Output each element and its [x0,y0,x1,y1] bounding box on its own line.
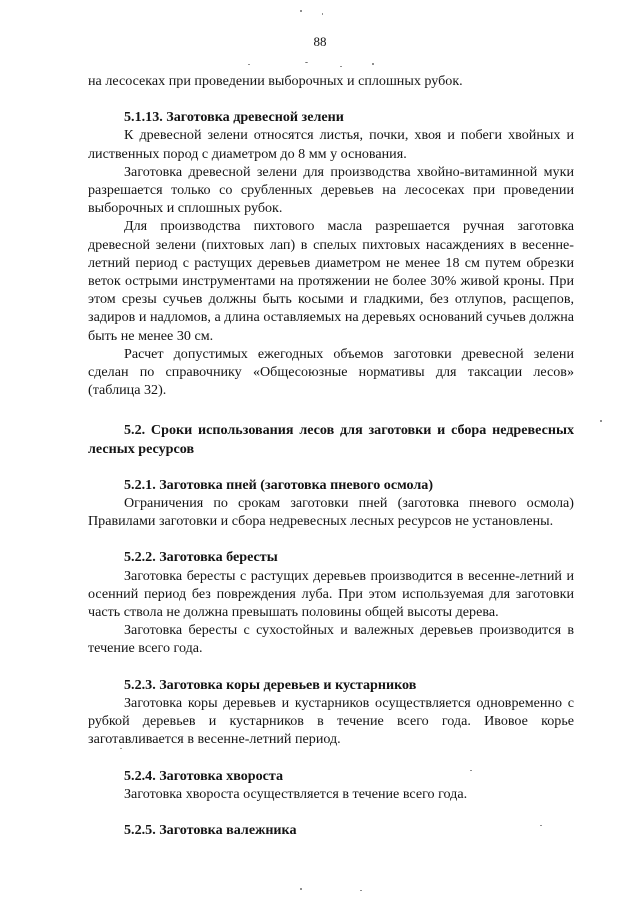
page-number: 88 [313,34,327,49]
spacer [88,658,574,676]
paragraph: К древесной зелени относятся листья, почки, хвоя и побеги хвойных и лиственных пород с диаметром до 8 мм у основания. [88,127,574,162]
paragraph: Заготовка бересты с сухостойных и валежных деревьев производится в течение всего года. [88,622,574,657]
paragraph: Расчет допустимых ежегодных объемов заготовки древесной зелени сделан по справочнику «Общесоюзные нормативы для таксации лесов» (таблица 32). [88,345,574,399]
spacer [88,90,574,108]
lead-paragraph: на лесосеках при проведении выборочных и сплошных рубок. [88,73,463,89]
document-body [88,72,574,839]
scan-speck [372,63,374,65]
section-heading-5-1-13: 5.1.13. Заготовка древесной зелени [124,109,344,126]
spacer [88,399,574,421]
spacer [88,803,574,821]
scan-speck [305,62,308,63]
spacer [88,530,574,548]
scan-speck [600,420,602,422]
scan-speck [360,890,362,891]
section-heading-5-2-2: 5.2.2. Заготовка бересты [124,549,278,566]
section-heading-5-2: 5.2. Сроки использования лесов для заготовки и сбора недревесных лесных ресурсов [88,422,574,457]
section-heading-5-2-5: 5.2.5. Заготовка валежника [124,821,297,838]
section-heading-5-2-1: 5.2.1. Заготовка пней (заготовка пневого осмола) [124,476,434,493]
scan-speck [300,10,302,12]
paragraph: Заготовка хвороста осуществляется в течение всего года. [124,785,468,802]
paragraph: Заготовка древесной зелени для производства хвойно-витаминной муки разрешается только со срубленных деревьев на лесосеках при проведении выборочных и сплошных рубок. [88,163,574,217]
paragraph: Ограничения по срокам заготовки пней (заготовка пневого осмола) Правилами заготовки и сбора недревесных лесных ресурсов не установлены. [88,495,574,530]
spacer [88,458,574,476]
section-heading-5-2-3: 5.2.3. Заготовка коры деревьев и кустарников [124,676,417,693]
scan-speck [300,888,302,890]
paragraph: Заготовка коры деревьев и кустарников осуществляется одновременно с рубкой деревьев и кустарников в течение всего года. Ивовое корье заготавливается в весенне-летний период. [88,694,574,748]
paragraph: Для производства пихтового масла разрешается ручная заготовка древесной зелени (пихтовых лап) в спелых пихтовых насаждениях в весенне-летний период с растущих деревьев диаметром не менее 18 см путем обрезки веток острыми инструментами на протяжении не более 30% живой кроны. При этом срезы сучьев должны быть косыми и гладкими, без отлупов, расщепов, задиров и надломов, а длина оставляемых на деревьях оснований сучьев должна быть не менее 30 см. [88,218,574,344]
paragraph: Заготовка бересты с растущих деревьев производится в весенне-летний и осенний период без повреждения луба. При этом используемая для заготовки часть ствола не должна превышать половины общей высоты дерева. [88,567,574,621]
scan-speck [248,64,250,65]
scan-speck [322,13,323,15]
spacer [88,749,574,767]
section-heading-5-2-4: 5.2.4. Заготовка хвороста [124,767,284,784]
scan-speck [340,66,342,67]
